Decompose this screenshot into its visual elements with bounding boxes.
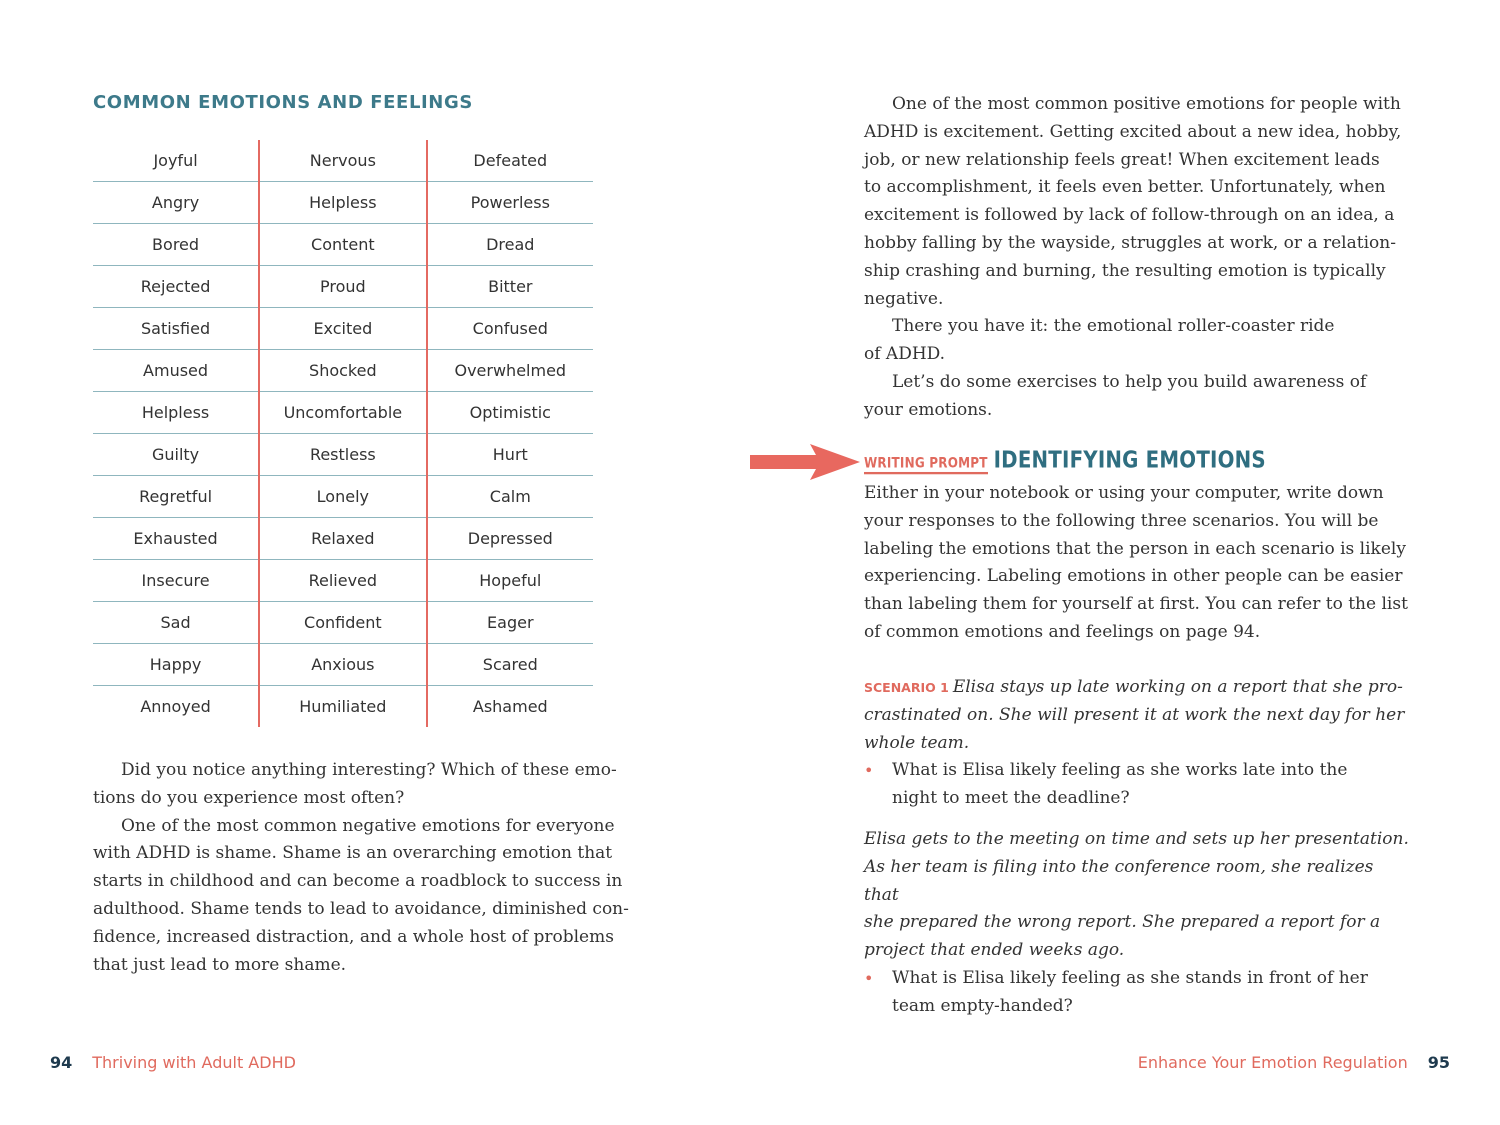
right-arrow-icon [750, 444, 860, 480]
emotion-cell: Depressed [427, 518, 593, 560]
emotion-cell: Satisfied [93, 308, 259, 350]
bullet-icon: • [864, 968, 874, 988]
paragraph: One of the most common positive emotions for people with ADHD is excitement. Getting excited about a new idea, hobby, job, or new relationship feels great! When excitement leads to accomplishment, it feels even better. Unfortunately, when excitement is followed by lack of follow-through on an idea, a hobby falling by the wayside, struggles at work, or a relation- ship crashing and burning, the resulting emotion is typically negative. [864, 94, 1402, 309]
emotion-cell: Confident [259, 602, 426, 644]
emotion-cell: Excited [259, 308, 426, 350]
right-intro-text [864, 91, 1409, 425]
table-row [93, 434, 593, 476]
table-row [93, 602, 593, 644]
table-row [93, 224, 593, 266]
bullet-icon: • [864, 761, 874, 781]
emotion-cell: Optimistic [427, 392, 593, 434]
prompt-body [864, 480, 1409, 647]
table-row [93, 476, 593, 518]
emotion-cell: Eager [427, 602, 593, 644]
emotion-cell: Calm [427, 476, 593, 518]
emotion-cell: Insecure [93, 560, 259, 602]
emotion-cell: Relieved [259, 560, 426, 602]
table-row [93, 560, 593, 602]
emotion-cell: Scared [427, 644, 593, 686]
question-text: What is Elisa likely feeling as she stands in front of her team empty-handed? [892, 967, 1368, 1016]
emotion-cell: Hopeful [427, 560, 593, 602]
left-body-text [93, 757, 633, 979]
emotion-cell: Helpless [93, 392, 259, 434]
question-bullet [864, 757, 1409, 813]
emotion-cell: Anxious [259, 644, 426, 686]
emotion-cell: Helpless [259, 182, 426, 224]
page-number: 95 [1427, 1053, 1450, 1072]
prompt-title: IDENTIFYING EMOTIONS [993, 447, 1266, 474]
writing-prompt-heading [864, 448, 1424, 473]
emotion-cell: Guilty [93, 434, 259, 476]
emotion-cell: Humiliated [259, 686, 426, 728]
emotion-cell: Defeated [427, 140, 593, 182]
emotion-cell: Dread [427, 224, 593, 266]
paragraph: Either in your notebook or using your computer, write down your responses to the following three scenarios. You will be labeling the emotions that the person in each scenario is likely experiencing. Labeling emotions in other people can be easier than labeling them for yourself at first. You can refer to the list of common emotions and feelings on page 94. [864, 483, 1408, 642]
scenario-label: SCENARIO 1 [864, 680, 949, 695]
page-number: 94 [50, 1053, 73, 1072]
paragraph: One of the most common negative emotions for everyone with ADHD is shame. Shame is an overarching emotion that starts in childhood and can become a roadblock to success in adulthood. Shame tends to lead to avoidance, diminished con- fidence, increased distraction, and a whole host of problems that just lead to more shame. [93, 815, 629, 975]
emotion-cell: Powerless [427, 182, 593, 224]
table-row [93, 266, 593, 308]
table-row [93, 140, 593, 182]
emotion-cell: Relaxed [259, 518, 426, 560]
emotion-cell: Ashamed [472, 697, 548, 716]
section-heading: COMMON EMOTIONS AND FEELINGS [93, 92, 473, 113]
scenario-paragraph [864, 674, 1409, 757]
running-head: Thriving with Adult ADHD [92, 1053, 296, 1072]
emotion-cell: Bitter [427, 266, 593, 308]
emotion-cell: Amused [93, 350, 259, 392]
emotion-cell: Happy [93, 644, 259, 686]
paragraph: Let’s do some exercises to help you build awareness of your emotions. [864, 371, 1367, 420]
scenario-1 [864, 674, 1409, 813]
emotion-cell: Uncomfortable [259, 392, 426, 434]
footer-right [1138, 1053, 1450, 1072]
emotion-cell: Hurt [427, 434, 593, 476]
table-row [93, 182, 593, 224]
prompt-label: WRITING PROMPT [864, 455, 988, 475]
emotion-cell: Confused [427, 308, 593, 350]
emotion-cell: Exhausted [93, 518, 259, 560]
emotion-cell: Restless [259, 434, 426, 476]
scenario-continuation [864, 826, 1409, 1021]
table-row [93, 308, 593, 350]
table-row [93, 392, 593, 434]
emotion-cell: Angry [93, 182, 259, 224]
emotion-cell: Nervous [259, 140, 426, 182]
emotion-cell: Proud [259, 266, 426, 308]
table-row [93, 686, 593, 728]
scenario-text: Elisa gets to the meeting on time and sets up her presentation. As her team is filing into the conference room, she realizes that she prepared the wrong report. She prepared a report for a project that ended weeks ago. [864, 829, 1409, 961]
table-row [93, 350, 593, 392]
emotion-cell: Joyful [93, 140, 259, 182]
emotions-table [93, 140, 593, 727]
table-row [93, 644, 593, 686]
right-page [750, 0, 1500, 1125]
emotion-cell: Regretful [93, 476, 259, 518]
scenario-text: Elisa stays up late working on a report that she pro- crastinated on. She will present it at work the next day for her whole team. [864, 677, 1405, 753]
emotion-cell: Rejected [93, 266, 259, 308]
emotion-cell: Lonely [259, 476, 426, 518]
paragraph: There you have it: the emotional roller-coaster ride of ADHD. [864, 316, 1335, 365]
running-head: Enhance Your Emotion Regulation [1137, 1053, 1408, 1072]
emotion-cell: Content [259, 224, 426, 266]
question-text: What is Elisa likely feeling as she works late into the night to meet the deadline? [892, 760, 1348, 809]
footer-left [50, 1053, 296, 1072]
emotion-cell: Sad [93, 602, 259, 644]
question-bullet [864, 965, 1409, 1021]
emotion-cell: Overwhelmed [427, 350, 593, 392]
paragraph: Did you notice anything interesting? Which of these emo- tions do you experience most often? [93, 760, 617, 808]
emotion-cell: Bored [93, 224, 259, 266]
table-row [93, 518, 593, 560]
emotion-cell: Shocked [259, 350, 426, 392]
emotion-cell: Annoyed [93, 686, 259, 728]
